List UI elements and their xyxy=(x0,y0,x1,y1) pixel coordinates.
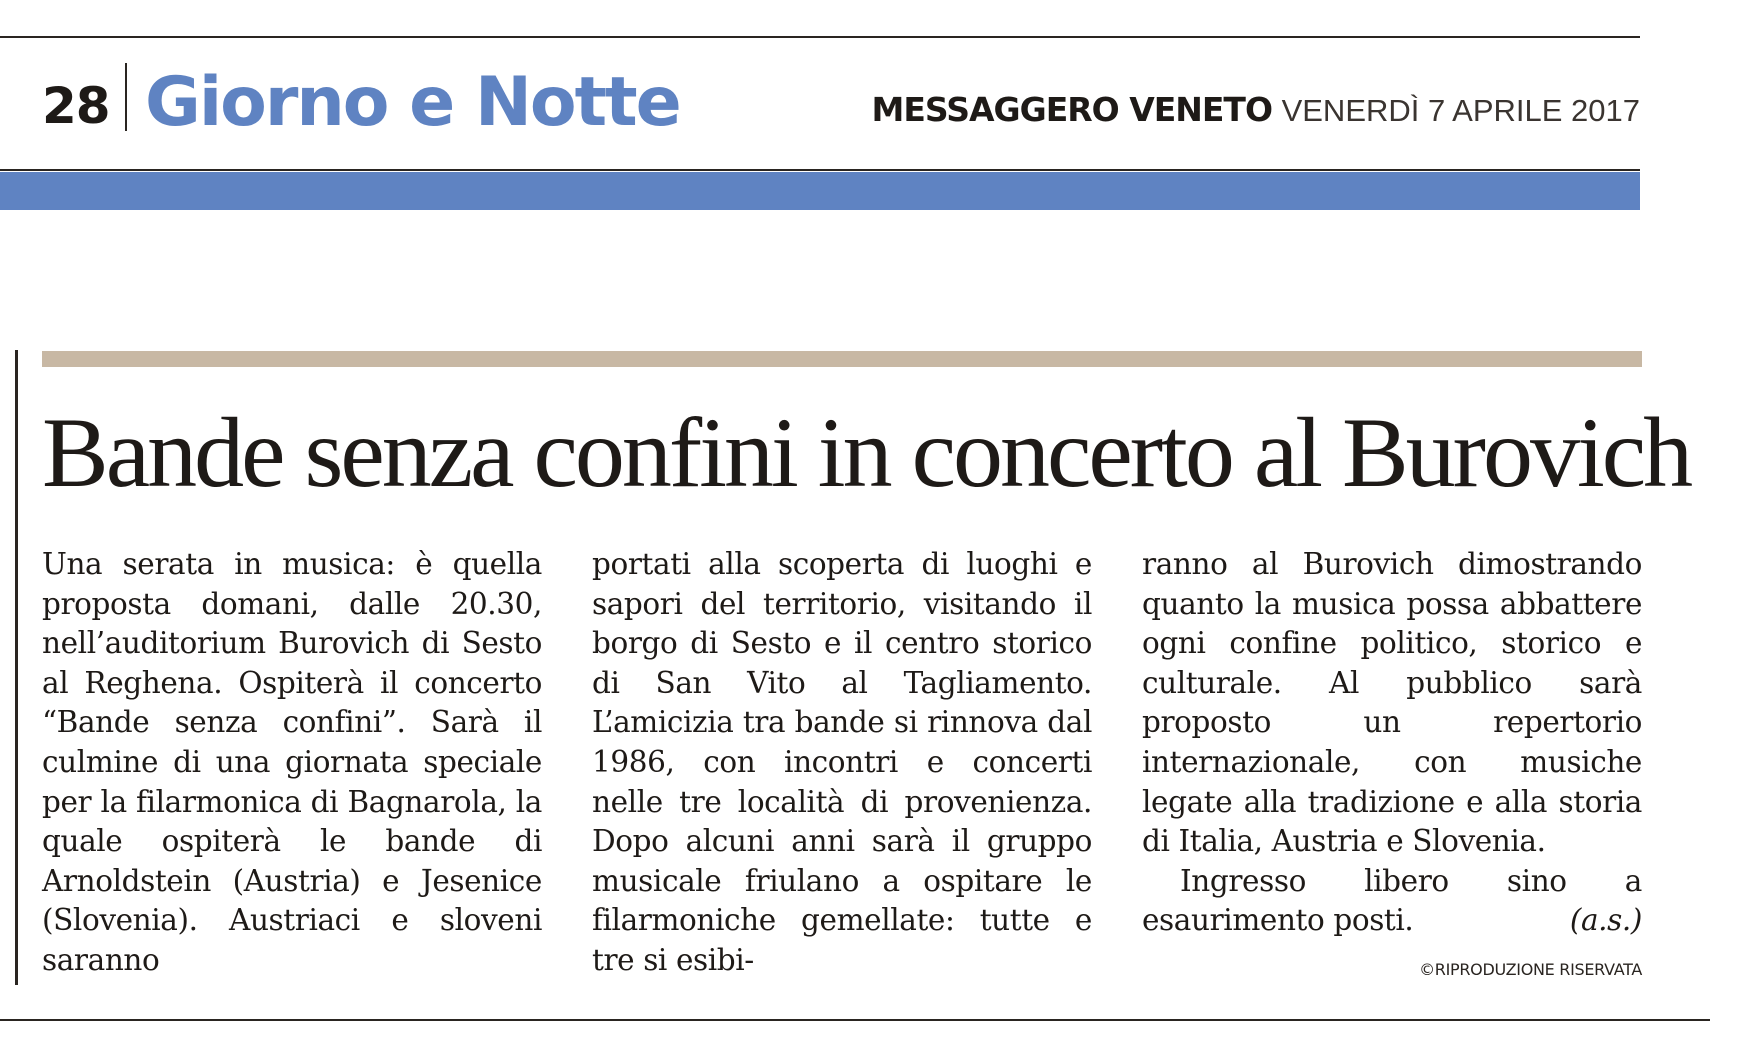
masthead-separator xyxy=(125,63,127,131)
article-left-border xyxy=(15,350,18,985)
column-2-text: portati alla scoperta di luoghi e sapori del territorio, visitando il borgo di Sesto e il centro storico di San Vito al Tagliamento. L’amicizia tra bande si rinnova dal 1986, con incontri e concerti nelle tre località di provenienza. Dopo alcuni anni sarà il gruppo musicale friulano a ospitare le filarmoniche gemellate: tutte e tre si esibi- xyxy=(592,547,1092,977)
newspaper-name: MESSAGGERO VENETO xyxy=(871,90,1272,129)
column-3-paragraph-2 xyxy=(1142,862,1642,941)
issue-date: VENERDÌ 7 APRILE 2017 xyxy=(1281,93,1640,128)
masthead-rule xyxy=(0,169,1640,171)
article-column-3 xyxy=(1142,545,1642,941)
column-3-paragraph-1: ranno al Burovich dimostrando quanto la musica possa abbattere ogni confine politico, storico e culturale. Al pubblico sarà proposto un repertorio internazionale, con musiche legate alla tradizione e alla storia di Italia, Austria e Slovenia. xyxy=(1142,547,1642,859)
article-column-1 xyxy=(42,545,542,981)
section-color-band xyxy=(0,172,1640,210)
byline: (a.s.) xyxy=(1569,903,1642,938)
article-column-2 xyxy=(592,545,1092,981)
article-headline: Bande senza confini in concerto al Burovich xyxy=(42,397,1691,508)
section-title: Giorno e Notte xyxy=(145,63,680,142)
top-rule xyxy=(0,36,1640,38)
column-1-text: Una serata in musica: è quella proposta domani, dalle 20.30, nell’auditorium Burovich di Sesto al Reghena. Ospiterà il concerto “Bande senza confini”. Sarà il culmine di una giornata speciale per la filarmonica di Bagnarola, la quale ospiterà le bande di Arnoldstein (Austria) e Jesenice (Slovenia). Austriaci e sloveni saranno xyxy=(42,547,542,977)
bottom-rule xyxy=(0,1019,1710,1021)
closing-sentence: Ingresso libero sino a esaurimento posti. xyxy=(1142,863,1642,938)
page-number: 28 xyxy=(42,77,110,135)
article-top-bar xyxy=(42,351,1642,367)
copyright-notice: ©RIPRODUZIONE RISERVATA xyxy=(1419,960,1642,979)
